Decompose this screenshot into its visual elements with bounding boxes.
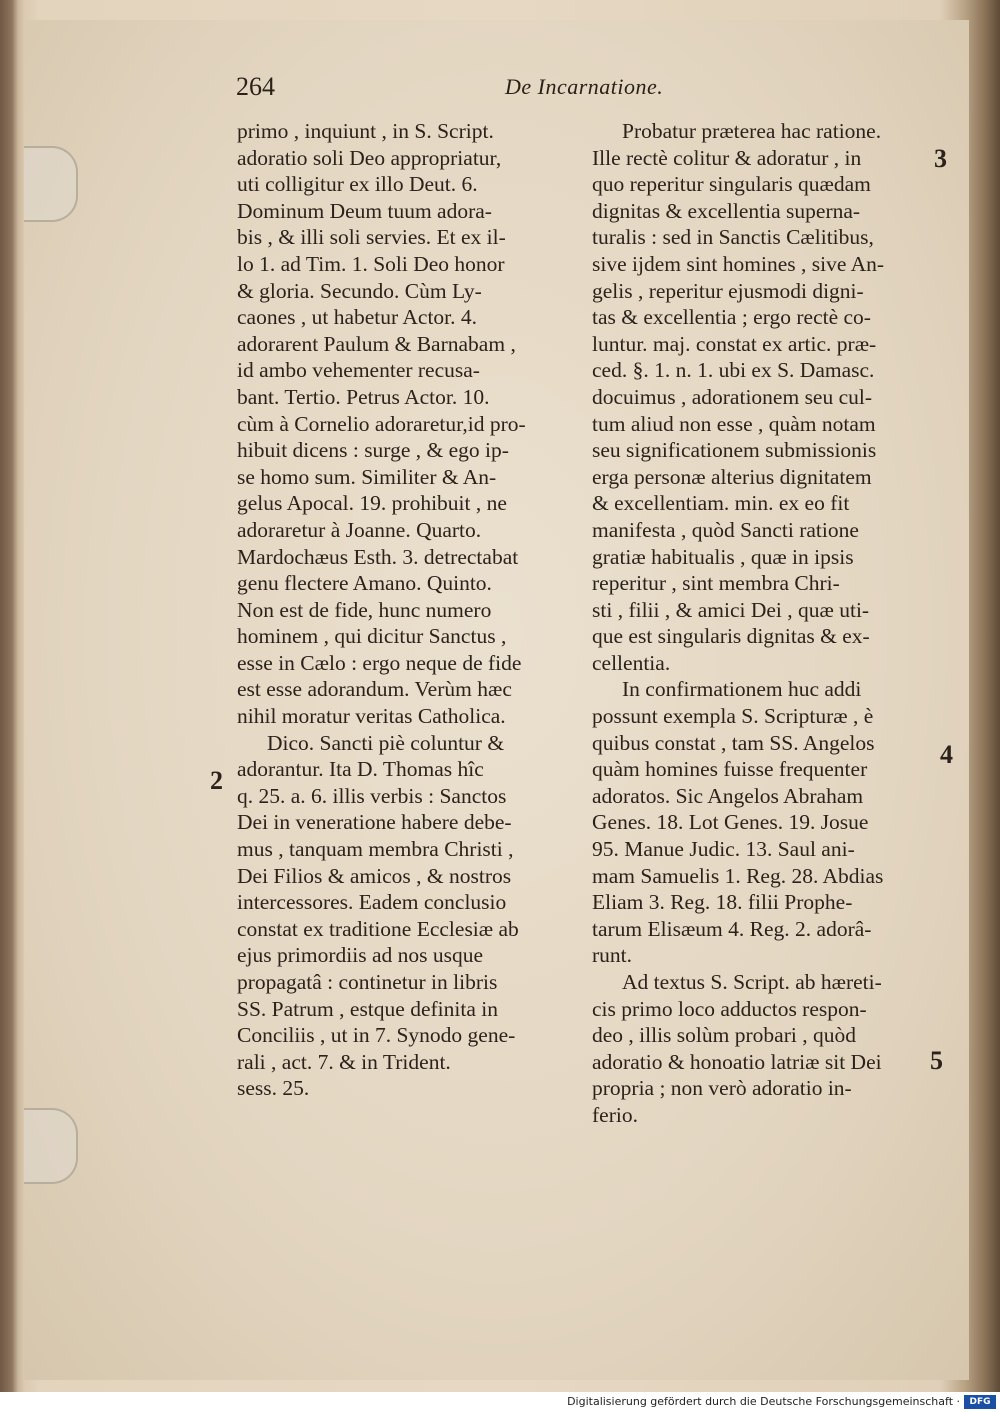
running-head: De Incarnatione. — [505, 74, 664, 99]
text-line: hominem , qui dicitur Sanctus , — [237, 624, 507, 649]
text-line: quibus constat , tam SS. Angelos — [592, 730, 875, 755]
text-line: Conciliis , ut in 7. Synodo gene- — [237, 1023, 516, 1048]
text-line: cellentia. — [592, 650, 671, 675]
page-clip-top — [24, 146, 78, 222]
footer-credit: Digitalisierung gefördert durch die Deutsche Forschungsgemeinschaft · — [567, 1395, 960, 1408]
text-line: Ille rectè colitur & adoratur , in — [592, 145, 862, 170]
text-line: que est singularis dignitas & ex- — [592, 624, 870, 649]
text-line: docuimus , adorationem seu cul- — [592, 384, 873, 409]
text-line: dignitas & excellentia superna- — [592, 198, 861, 223]
text-line: reperitur , sint membra Chri- — [592, 571, 840, 596]
footer-bar — [0, 1392, 1000, 1412]
text-line: Dico. Sancti piè coluntur & — [267, 730, 505, 755]
text-line: Ad textus S. Script. ab hæreti- — [622, 970, 882, 994]
text-line: primo , inquiunt , in S. Script. — [237, 119, 494, 143]
text-line: se homo sum. Similiter & An- — [237, 464, 497, 489]
text-line: intercessores. Eadem conclusio — [237, 890, 507, 915]
text-line: q. 25. a. 6. illis verbis : Sanctos — [237, 783, 507, 808]
text-line: lo 1. ad Tim. 1. Soli Deo honor — [237, 251, 505, 276]
left-text-column — [237, 118, 577, 1102]
text-line: esse in Cælo : ergo neque de fide — [237, 650, 522, 675]
text-line: SS. Patrum , estque definita in — [237, 996, 498, 1021]
text-line: bant. Tertio. Petrus Actor. 10. — [237, 384, 490, 409]
text-line: ferio. — [592, 1102, 638, 1127]
text-line: Dei Filios & amicos , & nostros — [237, 863, 512, 888]
text-line: Eliam 3. Reg. 18. filii Prophe- — [592, 890, 853, 915]
text-line: manifesta , quòd Sancti ratione — [592, 517, 859, 542]
text-line: tum aliud non esse , quàm notam — [592, 411, 876, 436]
text-line: caones , ut habetur Actor. 4. — [237, 305, 478, 330]
text-line: Dominum Deum tuum adora- — [237, 198, 492, 223]
page-number: 264 — [236, 72, 275, 101]
text-line: propagatâ : continetur in libris — [237, 970, 498, 994]
text-line: tas & excellentia ; ergo rectè co- — [592, 305, 871, 330]
text-line: gelus Apocal. 19. prohibuit , ne — [237, 491, 507, 516]
text-line: adorarent Paulum & Barnabam , — [237, 331, 516, 356]
text-line: propria ; non verò adoratio in- — [592, 1076, 852, 1101]
text-line: nihil moratur veritas Catholica. — [237, 704, 506, 729]
text-line: genu flectere Amano. Quinto. — [237, 571, 492, 596]
text-line: sive ijdem sint homines , sive An- — [592, 251, 885, 276]
text-line: id ambo vehementer recusa- — [237, 358, 480, 383]
text-line: quàm homines fuisse frequenter — [592, 757, 868, 782]
text-line: 95. Manue Judic. 13. Saul ani- — [592, 837, 855, 862]
text-line: sess. 25. — [237, 1076, 310, 1101]
text-line: & excellentiam. min. ex eo fit — [592, 491, 850, 516]
text-line: uti colligitur ex illo Deut. 6. — [237, 172, 478, 197]
text-line: est esse adorandum. Verùm hæc — [237, 677, 512, 702]
margin-number-2: 2 — [210, 766, 223, 795]
text-line: cùm à Cornelio adoraretur,id pro- — [237, 411, 526, 436]
text-line: rali , act. 7. & in Trident. — [237, 1049, 451, 1074]
text-line: Dei in veneratione habere debe- — [237, 810, 512, 835]
text-line: sti , filii , & amici Dei , quæ uti- — [592, 597, 870, 622]
margin-number-5: 5 — [930, 1046, 943, 1075]
text-line: mus , tanquam membra Christi , — [237, 837, 514, 862]
text-line: bis , & illi soli servies. Et ex il- — [237, 225, 506, 250]
text-line: hibuit dicens : surge , & ego ip- — [237, 438, 509, 463]
text-line: adoraretur à Joanne. Quarto. — [237, 517, 482, 542]
text-line: constat ex traditione Ecclesiæ ab — [237, 916, 519, 941]
text-line: ejus primordiis ad nos usque — [237, 943, 484, 968]
text-line: luntur. maj. constat ex artic. præ- — [592, 331, 877, 356]
margin-number-3: 3 — [934, 144, 947, 173]
text-line: tarum Elisæum 4. Reg. 2. adorâ- — [592, 916, 872, 941]
text-line: Probatur præterea hac ratione. — [622, 119, 882, 143]
text-line: deo , illis solùm probari , quòd — [592, 1023, 856, 1048]
margin-number-4: 4 — [940, 740, 953, 769]
page-clip-bottom — [24, 1108, 78, 1184]
text-line: turalis : sed in Sanctis Cælitibus, — [592, 225, 874, 250]
text-line: & gloria. Secundo. Cùm Ly- — [237, 278, 482, 303]
text-line: quo reperitur singularis quædam — [592, 172, 871, 197]
text-line: Genes. 18. Lot Genes. 19. Josue — [592, 810, 869, 835]
text-line: adoratos. Sic Angelos Abraham — [592, 783, 864, 808]
text-line: mam Samuelis 1. Reg. 28. Abdias — [592, 863, 884, 888]
text-line: seu significationem submissionis — [592, 438, 877, 463]
text-line: adoratio & honoatio latriæ sit Dei — [592, 1049, 882, 1074]
text-line: adorantur. Ita D. Thomas hîc — [237, 757, 484, 782]
text-line: In confirmationem huc addi — [622, 677, 862, 702]
right-text-column — [592, 118, 925, 1129]
text-line: runt. — [592, 943, 633, 968]
text-line: gratiæ habitualis , quæ in ipsis — [592, 544, 854, 569]
text-line: erga personæ alterius dignitatem — [592, 464, 872, 489]
text-line: adoratio soli Deo appropriatur, — [237, 145, 502, 170]
text-line: gelis , reperitur ejusmodi digni- — [592, 278, 864, 303]
dfg-logo: DFG — [964, 1395, 996, 1409]
text-line: Non est de fide, hunc numero — [237, 597, 492, 622]
text-line: Mardochæus Esth. 3. detrectabat — [237, 544, 519, 569]
text-line: ced. §. 1. n. 1. ubi ex S. Damasc. — [592, 358, 875, 383]
text-line: cis primo loco adductos respon- — [592, 996, 867, 1021]
text-line: possunt exempla S. Scripturæ , è — [592, 704, 874, 729]
